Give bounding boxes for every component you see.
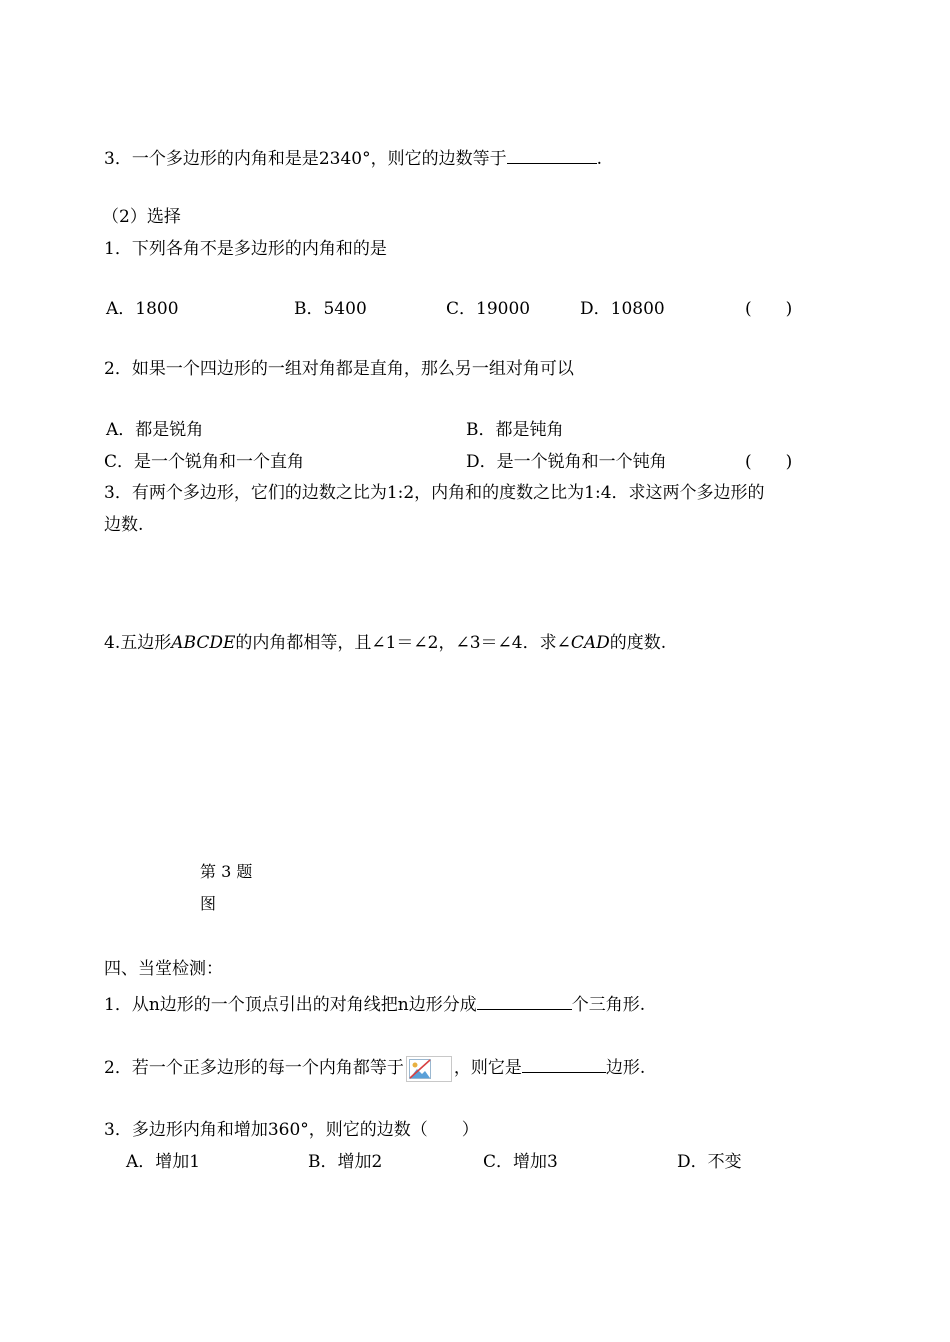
angle-name: CAD (570, 633, 610, 653)
figure-caption: 第 3 题 (200, 862, 253, 881)
fill-question-3 (104, 145, 602, 170)
option-c: C．增加3 (483, 1152, 558, 1172)
pentagon-name: ABCDE (171, 633, 236, 653)
option-a: A．都是锐角 (106, 420, 204, 440)
option-d: D．是一个锐角和一个钝角 (466, 452, 667, 472)
question-text: 3．一个多边形的内角和是是2340°，则它的边数等于 (104, 149, 507, 169)
choice-question-3-line1: 3．有两个多边形，它们的边数之比为1:2，内角和的度数之比为1:4．求这两个多边形的 (104, 483, 765, 503)
answer-blank[interactable] (507, 145, 597, 164)
broken-image-icon (406, 1056, 452, 1082)
choice-question-1: 1．下列各角不是多边形的内角和的是 (104, 239, 387, 259)
option-b: B．都是钝角 (466, 420, 564, 440)
answer-paren[interactable]: ( ) (745, 299, 793, 319)
choice-question-4 (104, 632, 666, 654)
choice-question-3-line2: 边数. (104, 515, 144, 535)
q4-middle: 的内角都相等，且∠1＝∠2，∠3＝∠4．求∠ (235, 633, 571, 653)
question-text: 1．从n边形的一个顶点引出的对角线把n边形分成 (104, 995, 477, 1015)
question-end: . (596, 149, 602, 169)
q4-suffix: 的度数. (609, 633, 667, 653)
question-end: 个三角形. (571, 995, 646, 1015)
option-c: C．19000 (446, 299, 531, 319)
option-b: B．增加2 (308, 1152, 383, 1172)
question-middle: ，则它是 (453, 1058, 522, 1078)
section-heading-choice: （2）选择 (102, 207, 181, 227)
option-a: A．增加1 (126, 1152, 201, 1172)
figure-caption-continued: 图 (200, 894, 217, 913)
check-question-1 (104, 991, 645, 1016)
option-b: B．5400 (294, 299, 367, 319)
section-heading-check: 四、当堂检测： (104, 959, 223, 979)
option-d: D．10800 (580, 299, 665, 319)
choice-question-2: 2．如果一个四边形的一组对角都是直角，那么另一组对角可以 (104, 359, 574, 379)
answer-blank[interactable] (522, 1054, 606, 1073)
option-a: A．1800 (106, 299, 179, 319)
question-end: 边形. (605, 1058, 646, 1078)
check-question-2 (104, 1054, 645, 1082)
option-d: D．不变 (677, 1152, 742, 1172)
answer-paren[interactable]: ( ) (745, 452, 793, 472)
check-question-3: 3．多边形内角和增加360°，则它的边数（ ） (104, 1120, 479, 1140)
question-text: 2．若一个正多边形的每一个内角都等于 (104, 1058, 404, 1078)
option-c: C．是一个锐角和一个直角 (104, 452, 305, 472)
answer-blank[interactable] (477, 991, 572, 1010)
q4-prefix: 4.五边形 (104, 633, 172, 653)
